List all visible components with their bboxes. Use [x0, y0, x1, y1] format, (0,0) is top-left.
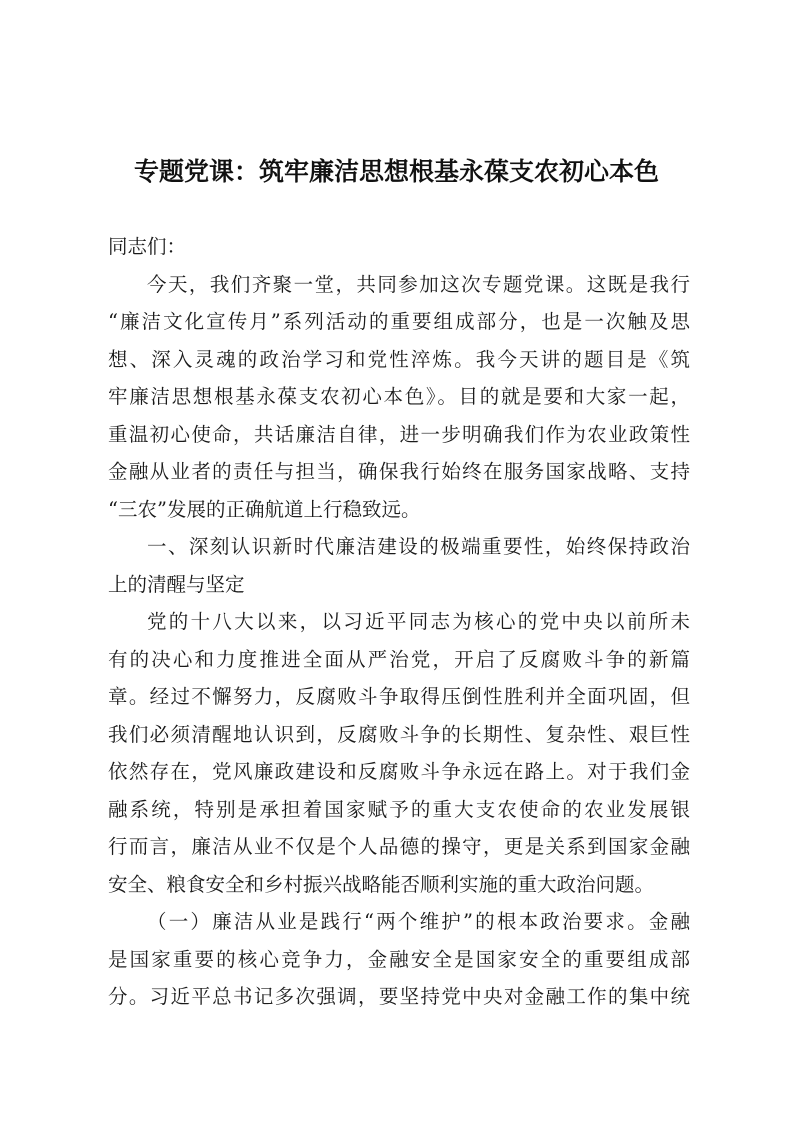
text-line: 党的十八大以来，以习近平同志为核心的党中央以前所未 — [147, 610, 690, 633]
paragraph — [108, 603, 690, 903]
text-line: 依然存在，党风廉政建设和反腐败斗争永远在路上。对于我们金 — [108, 760, 690, 783]
section-heading — [108, 528, 690, 603]
salutation: 同志们： — [108, 235, 187, 258]
text-line: “廉洁文化宣传月”系列活动的重要组成部分，也是一次触及思 — [108, 310, 690, 333]
text-line: 融系统，特别是承担着国家赋予的重大支农使命的农业发展银 — [108, 797, 690, 821]
text-line: “三农”发展的正确航道上行稳致远。 — [108, 497, 421, 521]
text-line: 牢廉洁思想根基永葆支农初心本色》。目的就是要和大家一起， — [108, 385, 690, 408]
document-title: 专题党课：筑牢廉洁思想根基永葆支农初心本色 — [133, 157, 659, 186]
text-line: 我们必须清醒地认识到，反腐败斗争的长期性、复杂性、艰巨性 — [108, 722, 690, 746]
text-line: 安全、粮食安全和乡村振兴战略能否顺利实施的重大政治问题。 — [108, 872, 655, 896]
text-line: 分。习近平总书记多次强调，要坚持党中央对金融工作的集中统 — [108, 985, 690, 1008]
text-line: 想、深入灵魂的政治学习和党性淬炼。我今天讲的题目是《筑 — [108, 347, 690, 371]
text-line: 章。经过不懈努力，反腐败斗争取得压倒性胜利并全面巩固，但 — [108, 685, 690, 708]
paragraph — [108, 903, 690, 1016]
text-line: 金融从业者的责任与担当，确保我行始终在服务国家战略、支持 — [108, 460, 690, 483]
paragraph — [108, 266, 690, 529]
text-line: （一）廉洁从业是践行“两个维护”的根本政治要求。金融 — [147, 910, 690, 933]
text-line: 行而言，廉洁从业不仅是个人品德的操守，更是关系到国家金融 — [108, 835, 690, 858]
document-body — [108, 228, 690, 1016]
text-line: 是国家重要的核心竞争力，金融安全是国家安全的重要组成部 — [108, 947, 690, 971]
text-line: 一、深刻认识新时代廉洁建设的极端重要性，始终保持政治 — [147, 535, 690, 558]
text-line: 重温初心使命，共话廉洁自律，进一步明确我们作为农业政策性 — [108, 422, 690, 446]
text-line: 今天，我们齐聚一堂，共同参加这次专题党课。这既是我行 — [147, 272, 690, 296]
text-line: 有的决心和力度推进全面从严治党，开启了反腐败斗争的新篇 — [108, 647, 690, 671]
text-line: 上的清醒与坚定 — [108, 572, 245, 596]
